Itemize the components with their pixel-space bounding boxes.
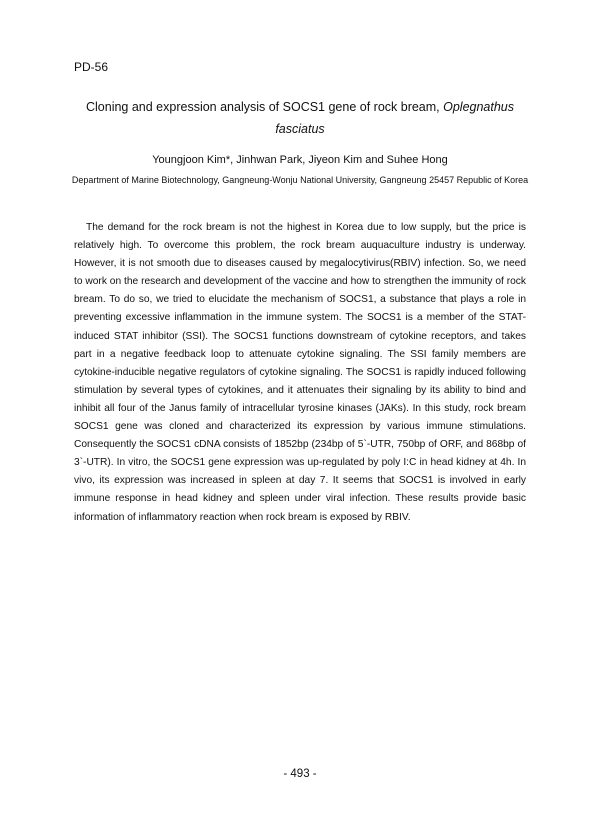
abstract-code: PD-56 <box>74 60 109 74</box>
affiliation: Department of Marine Biotechnology, Gangneung-Wonju National University, Gangneung 25457 Republic of Korea <box>71 175 529 185</box>
title-species: Oplegnathus fasciatus <box>275 100 515 136</box>
paper-title <box>70 96 530 140</box>
abstract-body: The demand for the rock bream is not the highest in Korea due to low supply, but the price is relatively high. To overcome this problem, the rock bream auquaculture industry is underway. However, it is not smooth due to diseases caused by megalocytivirus(RBIV) infection. So, we need to work on the research and development of the vaccine and how to strengthen the immunity of rock bream. To do so, we tried to elucidate the mechanism of SOCS1, a substance that plays a role in preventing excessive inflammation in the immune system. The SOCS1 is a member of the STAT-induced STAT inhibitor (SSI). The SOCS1 functions downstream of cytokine receptors, and takes part in a negative feedback loop to attenuate cytokine signaling. The SSI family members are cytokine-inducible negative regulators of cytokine signaling. The SOCS1 is rapidly induced following stimulation by several types of cytokines, and it attenuates their signaling by its ability to bind and inhibit all four of the Janus family of intracellular tyrosine kinases (JAKs). In this study, rock bream SOCS1 gene was cloned and characterized its expression by various immune stimulations. Consequently the SOCS1 cDNA consists of 1852bp (234bp of 5`-UTR, 750bp of ORF, and 868bp of 3`-UTR). In vitro, the SOCS1 gene expression was up-regulated by poly I:C in head kidney at 4h. In vivo, its expression was increased in spleen at day 7. It seems that SOCS1 is involved in early immune response in head kidney and spleen under viral infection. These results provide basic information of inflammatory reaction when rock bream is exposed by RBIV. <box>74 222 526 523</box>
author-list: Youngjoon Kim*, Jinhwan Park, Jiyeon Kim and Suhee Hong <box>152 154 448 166</box>
page-number: - 493 - <box>283 768 317 780</box>
title-text: Cloning and expression analysis of SOCS1 gene of rock bream, <box>85 100 444 114</box>
